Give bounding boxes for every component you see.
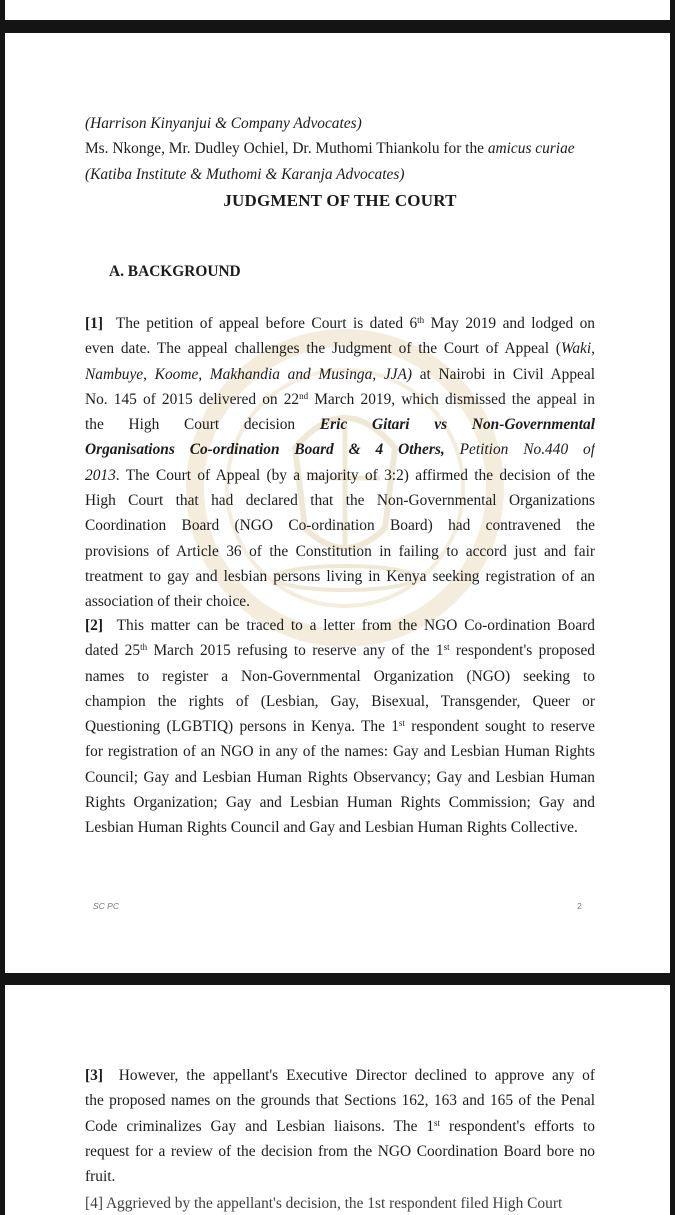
previous-page-edge	[5, 0, 670, 20]
document-page	[5, 33, 670, 973]
paragraph-number: [2]	[85, 617, 103, 634]
paragraph-number: [3]	[85, 1067, 103, 1084]
paragraph-number: [1]	[85, 315, 103, 332]
paragraph-3: [3] However, the appellant's Executive Director declined to approve any of the proposed names on the grounds that Sections 162, 163 and 165 of the Penal Code criminalizes Gay and Lesbian liaisons. The 1st respondent's efforts to request for a review of the decision from the NGO Coordination Board bore no fruit.	[85, 1067, 595, 1186]
case-citation: Eric Gitari vs Non-Governmental	[319, 416, 595, 434]
counsel-line-1: (Harrison Kinyanjui & Company Advocates)	[85, 115, 362, 132]
counsel-line-3: (Katiba Institute & Muthomi & Karanja Advocates)	[85, 165, 405, 183]
footer-court-abbrev: SC PC	[93, 901, 119, 911]
counsel-list	[85, 111, 595, 187]
judgment-title: JUDGMENT OF THE COURT	[223, 191, 457, 210]
paragraph-1: [1] The petition of appeal before Court is dated 6th May 2019 and lodged on even date. The appeal challenges the Judgment of the Court of Appeal (Waki, Nambuye, Koome, Makhandia and Musinga, JJA) at Nairobi in Civil Appeal No. 145 of 2015 delivered on 22nd March 2019, which dismissed the appeal in the High Court decision Eric Gitari vs Non-Governmental Organisations Co-ordination Board & 4 Others, Petition No.440 of 2013. The Court of Appeal (by a majority of 3:2) affirmed the decision of the High Court that had declared that the Non-Governmental Organizations Coordination Board (NGO Co-ordination Board) had contravened the provisions of Article 36 of the Constitution in failing to accord just and fair treatment to gay and lesbian persons living in Kenya seeking registration of an association of their choice.	[85, 315, 595, 611]
paragraph-4-partial: [4] Aggrieved by the appellant's decision, the 1st respondent filed High Court	[85, 1195, 563, 1212]
section-heading: A. BACKGROUND	[109, 263, 241, 280]
counsel-line-2: Ms. Nkonge, Mr. Dudley Ochiel, Dr. Muthomi Thiankolu for the amicus curiae	[85, 140, 575, 158]
paragraph-2: [2] This matter can be traced to a letter from the NGO Co-ordination Board dated 25th March 2015 refusing to reserve any of the 1st respondent's proposed names to register a Non-Governmental Organization (NGO) seeking to champion the rights of (Lesbian, Gay, Bisexual, Transgender, Queer or Questioning (LGBTIQ) persons in Kenya. The 1st respondent sought to reserve for registration of an NGO in any of the names: Gay and Lesbian Human Rights Council; Gay and Lesbian Human Rights Observancy; Gay and Lesbian Human Rights Organization; Gay and Lesbian Human Rights Commission; Gay and Lesbian Human Rights Council and Gay and Lesbian Human Rights Collective.	[85, 617, 595, 837]
next-page	[5, 985, 670, 1215]
page-number: 2	[577, 901, 582, 911]
